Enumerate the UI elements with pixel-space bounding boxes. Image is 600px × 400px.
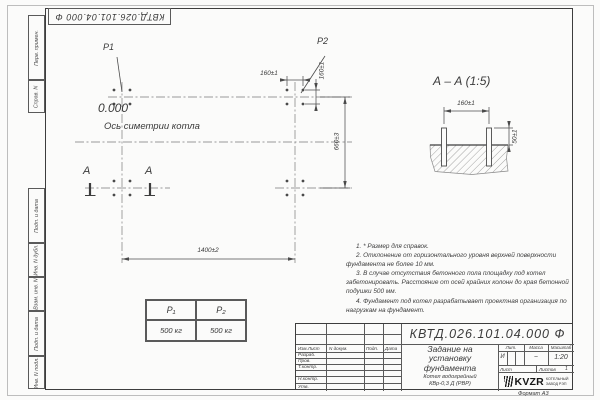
load-table: [145, 299, 247, 342]
drawing-title: [402, 345, 498, 373]
lit-header: Лит.: [505, 345, 517, 350]
note-2: 2. Отклонение от горизонтального уровня верхней поверхности фундамента не более 10 мм.: [346, 252, 557, 269]
section-cut-marks: [85, 183, 155, 196]
elevation-label: 0.000: [98, 101, 129, 115]
technical-notes: [346, 242, 573, 315]
section-view-title: А – А (1:5): [433, 74, 491, 88]
drawing-title-line1: Задание на: [427, 344, 473, 354]
load-leader-lines: [117, 56, 325, 93]
section-foundation-block: [430, 128, 508, 175]
dim-bolt-spacing-v: 160±1: [318, 61, 326, 80]
product-name: [402, 374, 498, 387]
listov-value: 1: [565, 366, 568, 372]
load-table-header-p1: P₁: [146, 300, 196, 320]
margin-label: Взам. инв. N: [33, 278, 40, 310]
dim-width-label: 1400±2: [197, 247, 219, 254]
logo-text: KVZR: [514, 375, 544, 388]
title-block: [295, 323, 573, 390]
product-name-line2: КВр-0,3 Д (РВР): [429, 380, 471, 387]
section-bolt-right: [487, 128, 492, 166]
product-name-line1: Котел водогрейный: [423, 374, 477, 380]
format-label: Формат А3: [518, 391, 549, 397]
margin-label: Инв. N подл.: [33, 356, 40, 389]
load-table-header-p2: P₂: [196, 300, 246, 320]
row-label-prov: Пров.: [298, 359, 311, 364]
load-label-p1: P1: [103, 42, 115, 52]
dim-bolt-spacing-h: 160±1: [260, 70, 278, 77]
dim-height-label: 660±3: [333, 132, 341, 151]
scale-value: 1:20: [554, 353, 568, 361]
margin-label: Подп. и дата: [33, 198, 40, 233]
col-header-n-dokum: N докум.: [329, 345, 348, 351]
section-dim-spacing: 160±1: [457, 100, 475, 107]
load-label-p2: P2: [317, 36, 329, 46]
lit-value: И: [500, 354, 505, 360]
row-label-tkontr: Т.контр.: [298, 365, 318, 370]
row-label-razrab: Разраб.: [298, 353, 316, 358]
section-letter-left: А: [83, 165, 91, 177]
drawing-title-line3: фундамента: [423, 362, 477, 373]
scale-header: Масштаб: [550, 345, 572, 350]
mass-header: Масса: [529, 345, 543, 350]
top-doc-number: КВТД.026.101.04.000 Ф: [54, 11, 165, 22]
logo-subtitle-line2: ЗАВОД РЭП: [545, 381, 567, 386]
manufacturer-logo: [499, 372, 573, 391]
note-1: 1. * Размер для справок.: [356, 243, 429, 250]
note-3: 3. В случае отсутствия бетонного пола площадку под котел забетонировать. Расстояние от осей крайних колонн до края бетонной подушки 500 мм.: [346, 270, 569, 296]
listov-label: Листов: [539, 366, 556, 372]
margin-label: Подп. и дата: [33, 316, 40, 351]
row-label-utv: Утв.: [298, 384, 309, 390]
col-header-podp: Подп.: [366, 345, 379, 351]
logo-subtitle-line1: КОТЕЛЬНЫЙ: [545, 377, 569, 382]
logo-subtitle: [546, 377, 569, 385]
drawing-title-line2: установку: [428, 353, 472, 364]
note-4: 4. Фундамент под котел разрабатывает проектная организация по нагрузкам на фундамент.: [346, 297, 567, 314]
margin-label: Справ. N: [33, 85, 40, 108]
load-table-value-p1: 500 кг: [146, 320, 196, 341]
col-header-data: Дата: [385, 345, 398, 351]
section-letter-right: А: [145, 165, 153, 177]
section-bolt-left: [442, 128, 447, 166]
row-label-nkontr: Н.контр.: [298, 377, 319, 382]
margin-label: Перв. примен.: [33, 29, 40, 66]
symmetry-axis-label: Ось симетрии котла: [104, 121, 200, 132]
margin-label: Инв. N дубл.: [33, 244, 40, 276]
col-header-izm-list: Изм.Лист: [298, 345, 320, 351]
load-table-value-p2: 500 кг: [196, 320, 246, 341]
mass-value: –: [534, 354, 538, 360]
spring-coil-icon: [504, 376, 513, 387]
title-block-doc-number: КВТД.026.101.04.000 Ф: [409, 327, 566, 341]
anchor-bolt-dots: [113, 89, 305, 197]
section-dim-height: 50±1: [511, 129, 519, 144]
list-label: Лист: [500, 366, 512, 372]
